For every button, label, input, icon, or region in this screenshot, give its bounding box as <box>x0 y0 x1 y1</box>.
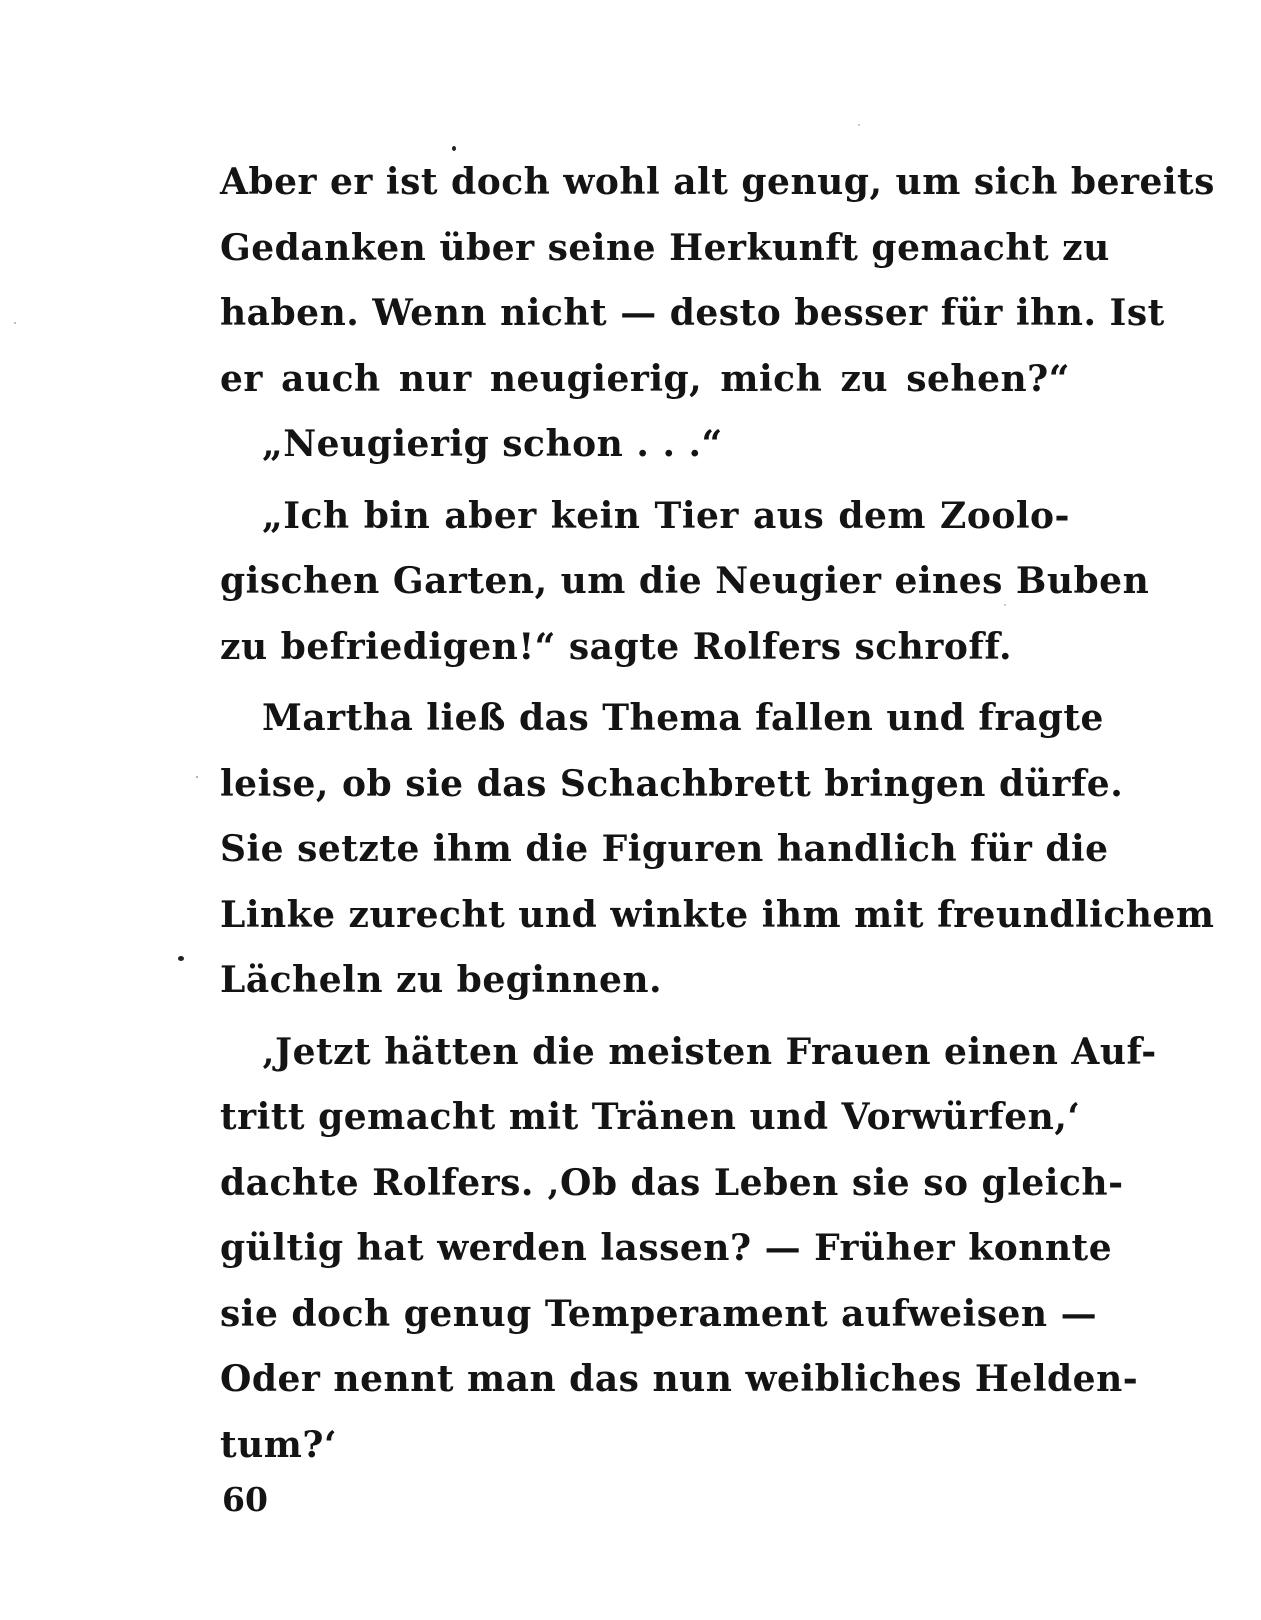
text-line: „Neugierig schon . . .“ <box>262 423 723 465</box>
text-line: Sie setzte ihm die Figuren handlich für die <box>220 828 1109 870</box>
page-number: 60 <box>222 1480 268 1519</box>
text-line: ‚Jetzt hätten die meisten Frauen einen Auf- <box>262 1030 1157 1073</box>
text-line: Linke zurecht und winkte ihm mit freundlichem <box>220 893 1215 936</box>
text-line: gültig hat werden lassen? — Früher konnte <box>220 1227 1113 1269</box>
text-line: tum?‘ <box>220 1423 338 1466</box>
text-line: er auch nur neugierig, mich zu sehen?“ <box>220 357 1070 400</box>
text-line: haben. Wenn nicht — desto besser für ihn. Ist <box>220 292 1165 334</box>
scan-speck <box>178 956 184 961</box>
text-line: tritt gemacht mit Tränen und Vorwürfen,‘ <box>220 1096 1081 1138</box>
text-line: Martha ließ das Thema fallen und fragte <box>262 697 1104 739</box>
text-line: Lächeln zu beginnen. <box>220 959 663 1001</box>
scan-speck <box>452 146 456 151</box>
text-line: zu befriedigen!“ sagte Rolfers schroff. <box>220 625 1013 668</box>
scan-speck <box>196 776 198 778</box>
text-line: gischen Garten, um die Neugier eines Buben <box>220 560 1150 602</box>
text-line: leise, ob sie das Schachbrett bringen dürfe. <box>220 762 1124 805</box>
text-line: dachte Rolfers. ‚Ob das Leben sie so gleich- <box>220 1161 1124 1204</box>
scan-speck <box>1004 604 1006 606</box>
text-line: sie doch genug Temperament aufweisen — <box>220 1292 1098 1335</box>
text-line: Gedanken über seine Herkunft gemacht zu <box>220 226 1110 269</box>
text-line: Aber er ist doch wohl alt genug, um sich bereits <box>220 161 1215 203</box>
scan-speck <box>14 322 16 324</box>
text-line: „Ich bin aber kein Tier aus dem Zoolo- <box>262 494 1070 537</box>
body-text <box>220 150 1215 1478</box>
text-line: Oder nennt man das nun weibliches Helden- <box>220 1358 1139 1400</box>
scan-speck <box>858 124 860 126</box>
